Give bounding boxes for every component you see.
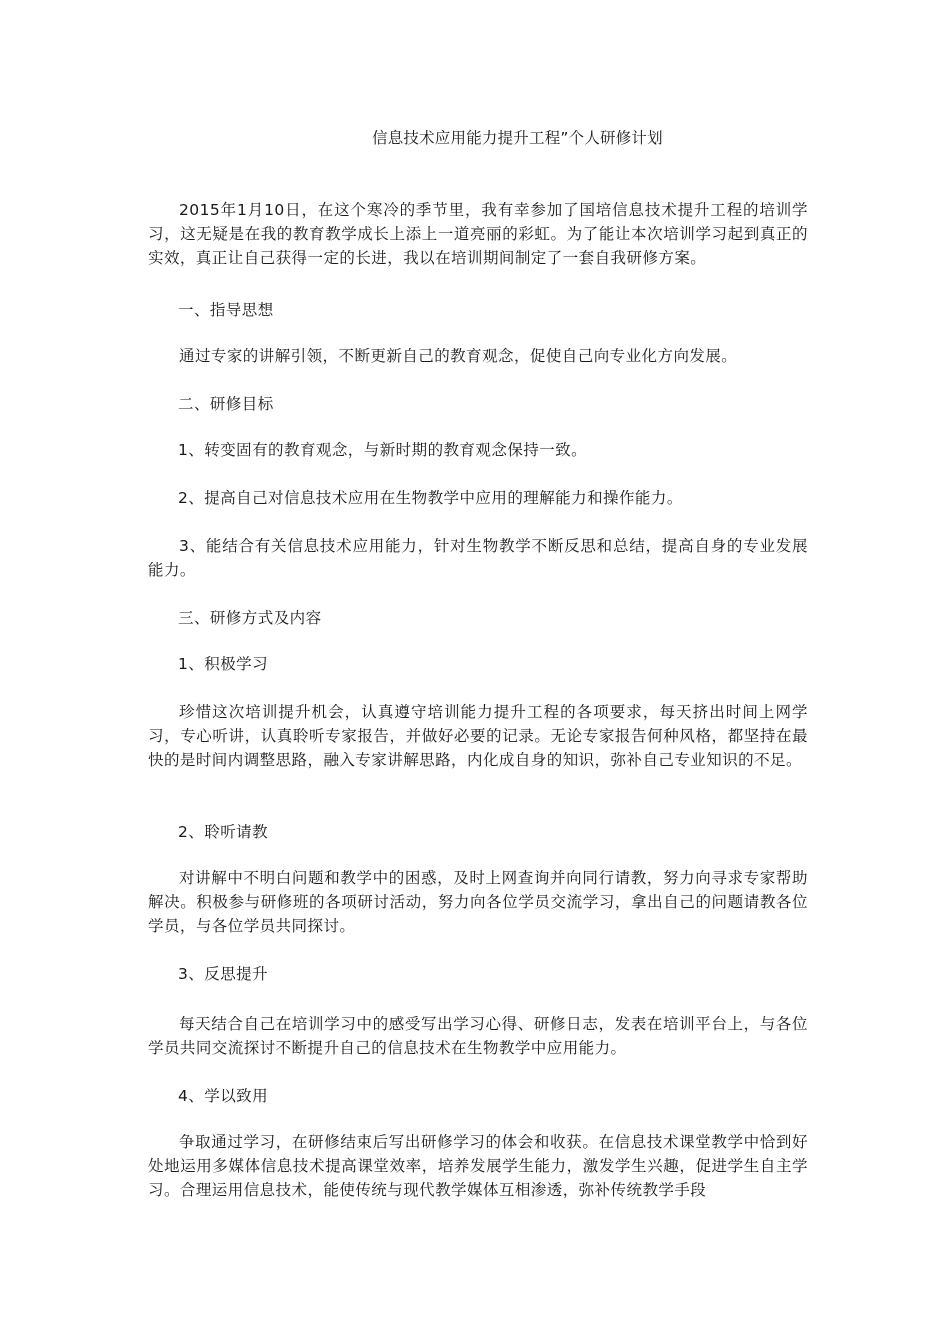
method-heading-3: 3、反思提升 bbox=[178, 965, 269, 983]
method-heading-2: 2、聆听请教 bbox=[178, 823, 269, 841]
method-paragraph-4: 争取通过学习，在研修结束后写出研修学习的体会和收获。在信息技术课堂教学中恰到好处地运用多媒体信息技术提高课堂效率，培养发展学生能力，激发学生兴趣，促进学生自主学习。合理运用信息技术，能使传统与现代教学媒体互相渗透，弥补传统教学手段 bbox=[148, 1133, 808, 1199]
section-heading-guiding-thought: 一、指导思想 bbox=[178, 301, 274, 319]
goal-item-2: 2、提高自己对信息技术应用在生物教学中应用的理解能力和操作能力。 bbox=[178, 489, 683, 507]
document-title: 信息技术应用能力提升工程”个人研修计划 bbox=[372, 129, 663, 147]
goal-item-3: 3、能结合有关信息技术应用能力，针对生物教学不断反思和总结，提高自身的专业发展能力。 bbox=[148, 537, 808, 579]
method-heading-1: 1、积极学习 bbox=[178, 655, 269, 673]
section-heading-methods: 三、研修方式及内容 bbox=[178, 609, 322, 627]
method-paragraph-2: 对讲解中不明白问题和教学中的困惑，及时上网查询并向同行请教，努力向寻求专家帮助解决。积极参与研修班的各项研讨活动，努力向各位学员交流学习，拿出自己的问题请教各位学员，与各位学员共同探讨。 bbox=[148, 869, 808, 935]
method-heading-4: 4、学以致用 bbox=[178, 1087, 269, 1105]
goal-item-1: 1、转变固有的教育观念，与新时期的教育观念保持一致。 bbox=[178, 441, 588, 459]
intro-paragraph: 2015年1月10日，在这个寒冷的季节里，我有幸参加了国培信息技术提升工程的培训学习，这无疑是在我的教育教学成长上添上一道亮丽的彩虹。为了能让本次培训学习起到真正的实效，真正让自己获得一定的长进，我以在培训期间制定了一套自我研修方案。 bbox=[148, 201, 808, 267]
section-heading-goals: 二、研修目标 bbox=[178, 395, 274, 413]
method-paragraph-3: 每天结合自己在培训学习中的感受写出学习心得、研修日志，发表在培训平台上，与各位学员共同交流探讨不断提升自己的信息技术在生物教学中应用能力。 bbox=[148, 1015, 808, 1057]
guiding-thought-paragraph: 通过专家的讲解引领，不断更新自己的教育观念，促使自己向专业化方向发展。 bbox=[179, 347, 738, 365]
method-paragraph-1: 珍惜这次培训提升机会，认真遵守培训能力提升工程的各项要求，每天挤出时间上网学习，专心听讲，认真聆听专家报告，并做好必要的记录。无论专家报告何种风格，都坚持在最快的是时间内调整思路，融入专家讲解思路，内化成自身的知识，弥补自己专业知识的不足。 bbox=[148, 703, 808, 769]
